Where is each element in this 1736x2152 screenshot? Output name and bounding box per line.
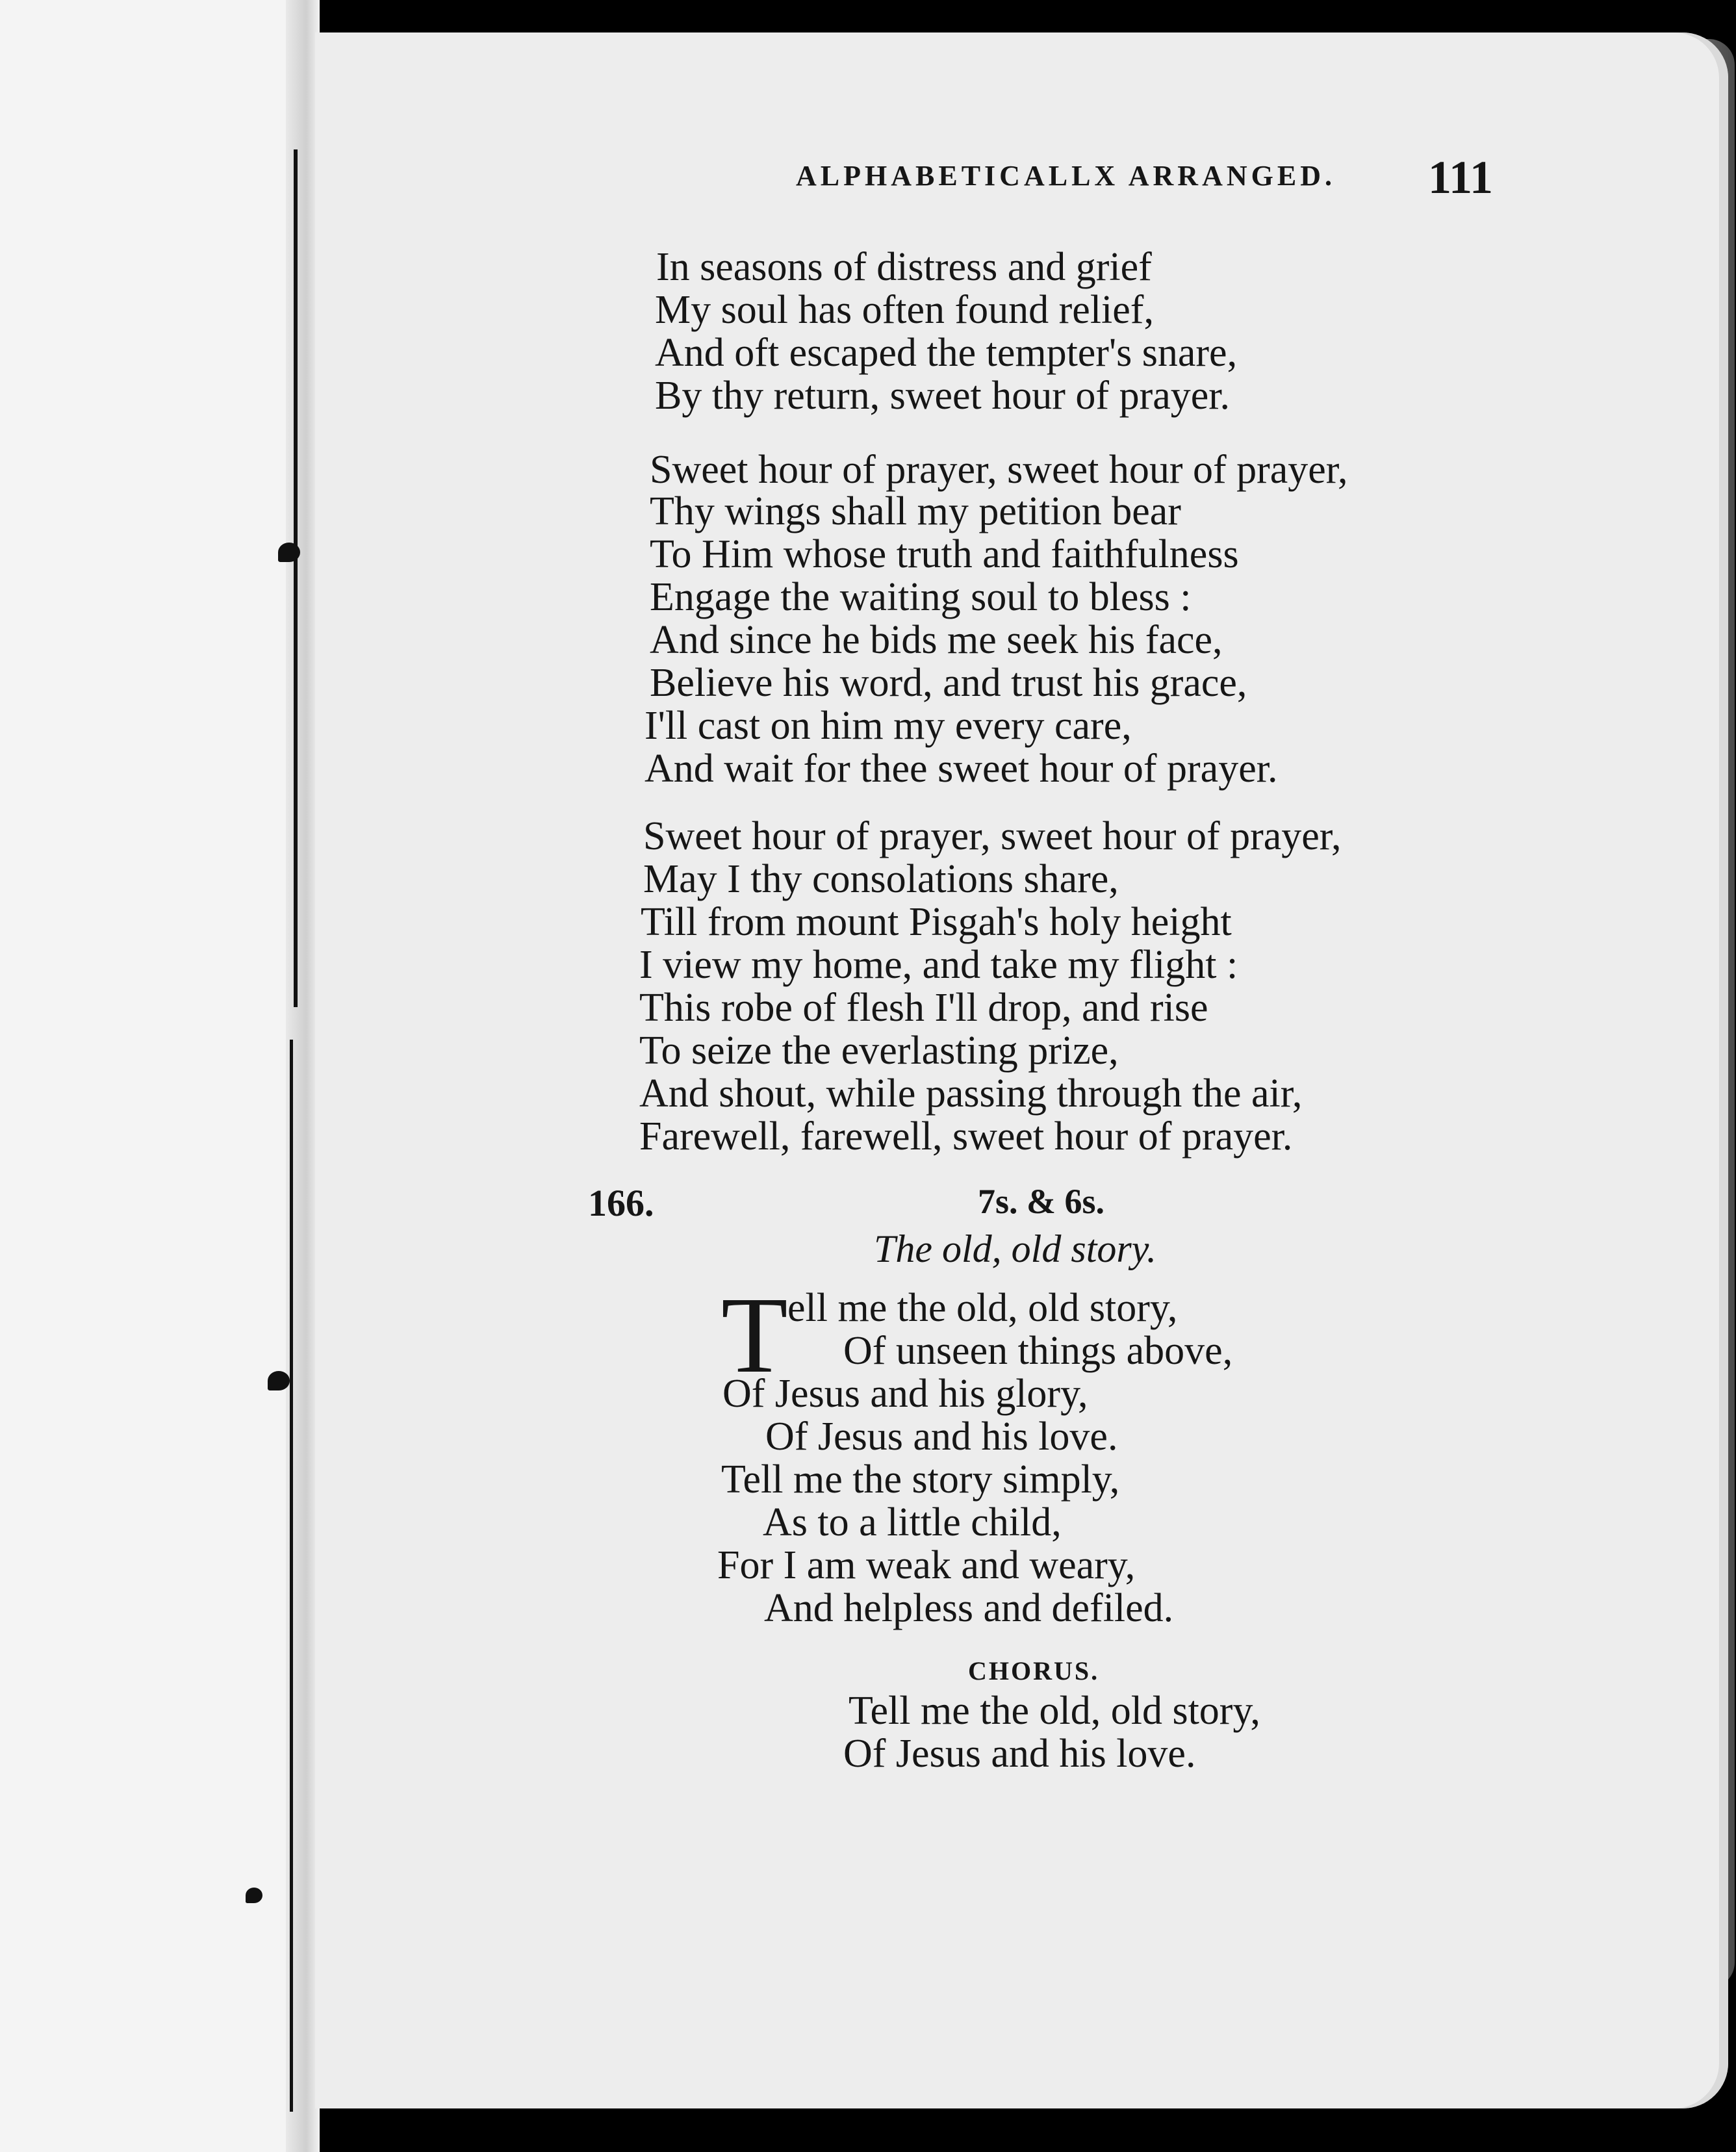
hymn-verse-line: Of unseen things above,: [843, 1329, 1233, 1373]
left-page: [0, 0, 312, 2152]
chorus-line: Tell me the old, old story,: [849, 1689, 1260, 1733]
hymn-meter: 7s. & 6s.: [978, 1182, 1105, 1221]
stanza-2-line: Sweet hour of prayer, sweet hour of prayer,: [650, 448, 1348, 492]
stanza-2-line: Believe his word, and trust his grace,: [650, 661, 1247, 705]
stanza-3-line: May I thy consolations share,: [643, 857, 1119, 901]
hymn-verse-line: Of Jesus and his glory,: [722, 1372, 1088, 1416]
stanza-3-line: Till from mount Pisgah's holy height: [641, 900, 1232, 944]
binding-stitch: [246, 1888, 262, 1903]
stanza-3-line: And shout, while passing through the air,: [639, 1071, 1303, 1116]
hymn-verse-line: Tell me the story simply,: [721, 1457, 1120, 1502]
stanza-2-line: To Him whose truth and faithfulness: [650, 532, 1239, 576]
binding-stitch: [278, 543, 300, 562]
stanza-1-line: And oft escaped the tempter's snare,: [655, 331, 1238, 375]
binding-stitch: [268, 1371, 290, 1390]
chorus-line: Of Jesus and his love.: [843, 1732, 1196, 1776]
stanza-3-line: I view my home, and take my flight :: [639, 943, 1238, 987]
hymn-verse-line: As to a little child,: [763, 1500, 1062, 1544]
stanza-1-line: My soul has often found relief,: [655, 288, 1154, 332]
chorus-label: CHORUS.: [968, 1656, 1100, 1685]
stanza-2-line: Engage the waiting soul to bless :: [650, 575, 1192, 619]
hymn-number: 166.: [588, 1182, 654, 1224]
hymn-title: The old, old story.: [874, 1227, 1157, 1270]
drop-cap: T: [721, 1275, 788, 1396]
hymn-verse-line: Of Jesus and his love.: [765, 1415, 1118, 1459]
hymn-verse-line: And helpless and defiled.: [764, 1586, 1174, 1630]
stanza-3-line: To seize the everlasting prize,: [639, 1029, 1119, 1073]
stanza-2-line: Thy wings shall my petition bear: [650, 489, 1181, 533]
stanza-3-line: This robe of flesh I'll drop, and rise: [639, 986, 1208, 1030]
stanza-2-line: And since he bids me seek his face,: [650, 618, 1223, 662]
stanza-3-line: Farewell, farewell, sweet hour of prayer.: [639, 1114, 1293, 1159]
binding-thread: [290, 1040, 293, 2112]
binding-thread: [294, 149, 298, 1007]
stanza-1-line: By thy return, sweet hour of prayer.: [655, 374, 1230, 418]
stanza-1-line: In seasons of distress and grief: [656, 245, 1152, 289]
stanza-3-line: Sweet hour of prayer, sweet hour of prayer,: [643, 814, 1342, 858]
page-number: 111: [1428, 151, 1494, 203]
stanza-2-line: And wait for thee sweet hour of prayer.: [645, 747, 1278, 791]
hymn-verse-line: ell me the old, old story,: [787, 1286, 1178, 1330]
running-header: ALPHABETICALLX ARRANGED.: [796, 160, 1336, 192]
stanza-2-line: I'll cast on him my every care,: [645, 704, 1132, 748]
hymn-verse-line: For I am weak and weary,: [717, 1543, 1136, 1587]
